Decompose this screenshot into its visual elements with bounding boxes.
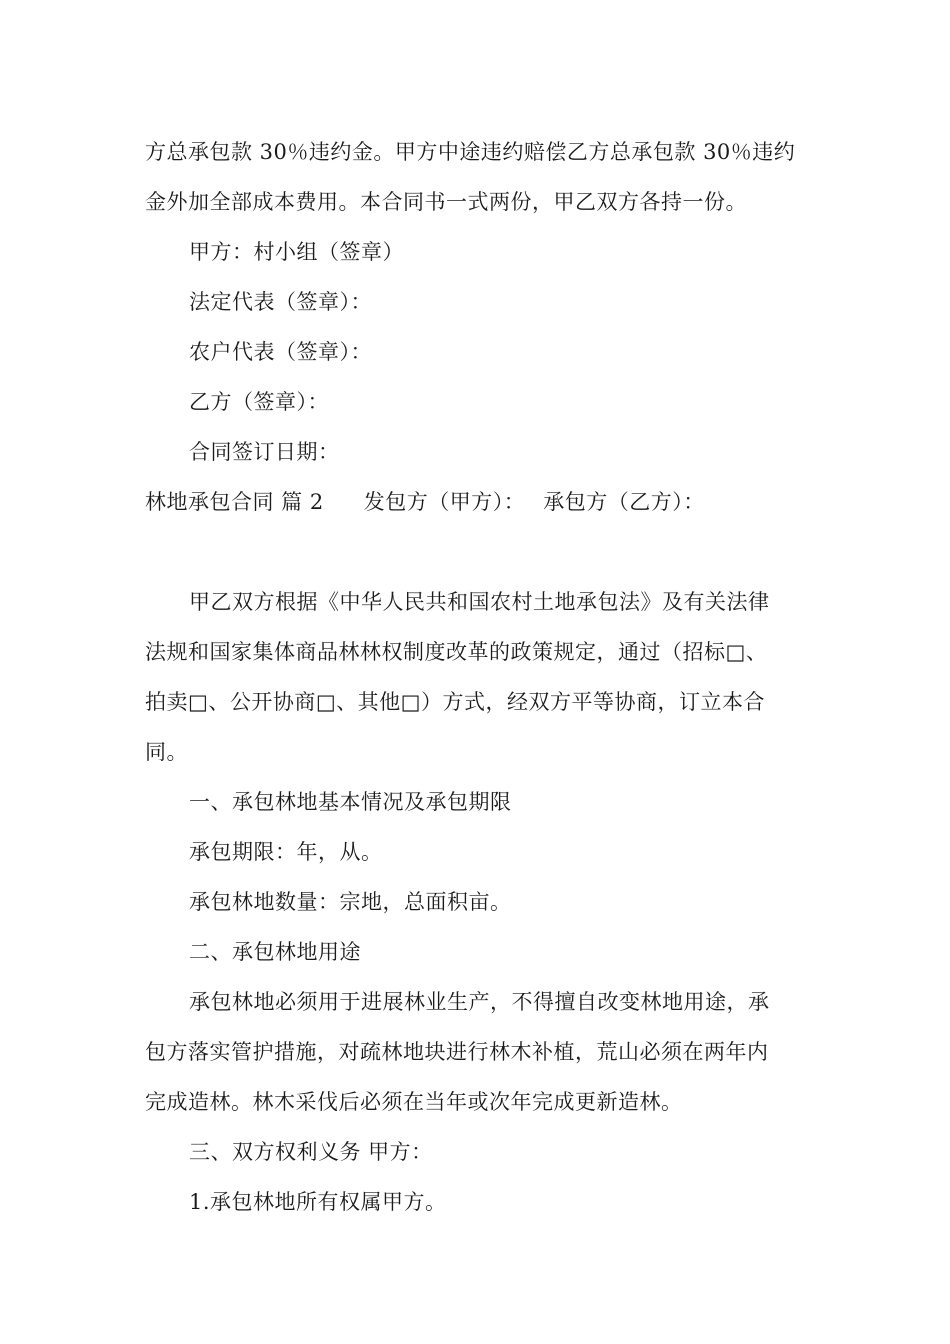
paragraph-line: 方总承包款 30％违约金。甲方中途违约赔偿乙方总承包款 30％违约 (145, 140, 796, 164)
intro-line: 同。 (145, 740, 188, 764)
clause-3-item-1: 1.承包林地所有权属甲方。 (189, 1190, 447, 1214)
clause-2-line: 完成造林。林木采伐后必须在当年或次年完成更新造林。 (145, 1090, 683, 1114)
section-header (145, 488, 705, 516)
clause-3-title: 三、双方权利义务 甲方： (189, 1140, 433, 1164)
contractor-a-label: 发包方（甲方）： (363, 490, 526, 514)
clause-1-title: 一、承包林地基本情况及承包期限 (189, 790, 512, 814)
clause-2-line: 承包林地必须用于进展林业生产，不得擅自改变林地用途，承 (189, 990, 770, 1014)
clause-1-term: 承包期限：年，从。 (189, 840, 383, 864)
signature-farmer-rep: 农户代表（签章）： (189, 340, 372, 364)
intro-line: 甲乙双方根据《中华人民共和国农村土地承包法》及有关法律 (189, 590, 770, 614)
signature-date: 合同签订日期： (189, 440, 340, 464)
clause-2-title: 二、承包林地用途 (189, 940, 361, 964)
clause-1-quantity: 承包林地数量：宗地，总面积亩。 (189, 890, 512, 914)
section-title: 林地承包合同 篇 2 (145, 490, 324, 514)
signature-party-b: 乙方（签章）： (189, 390, 329, 414)
intro-line: 拍卖□、公开协商□、其他□）方式，经双方平等协商，订立本合 (145, 690, 766, 714)
paragraph-line: 金外加全部成本费用。本合同书一式两份，甲乙双方各持一份。 (145, 190, 747, 214)
signature-party-a: 甲方：村小组（签章） (189, 240, 404, 264)
intro-line: 法规和国家集体商品林林权制度改革的政策规定，通过（招标□、 (145, 640, 768, 664)
signature-legal-rep: 法定代表（签章）： (189, 290, 372, 314)
clause-2-line: 包方落实管护措施，对疏林地块进行林木补植，荒山必须在两年内 (145, 1040, 769, 1064)
contractor-b-label: 承包方（乙方）： (543, 490, 705, 514)
